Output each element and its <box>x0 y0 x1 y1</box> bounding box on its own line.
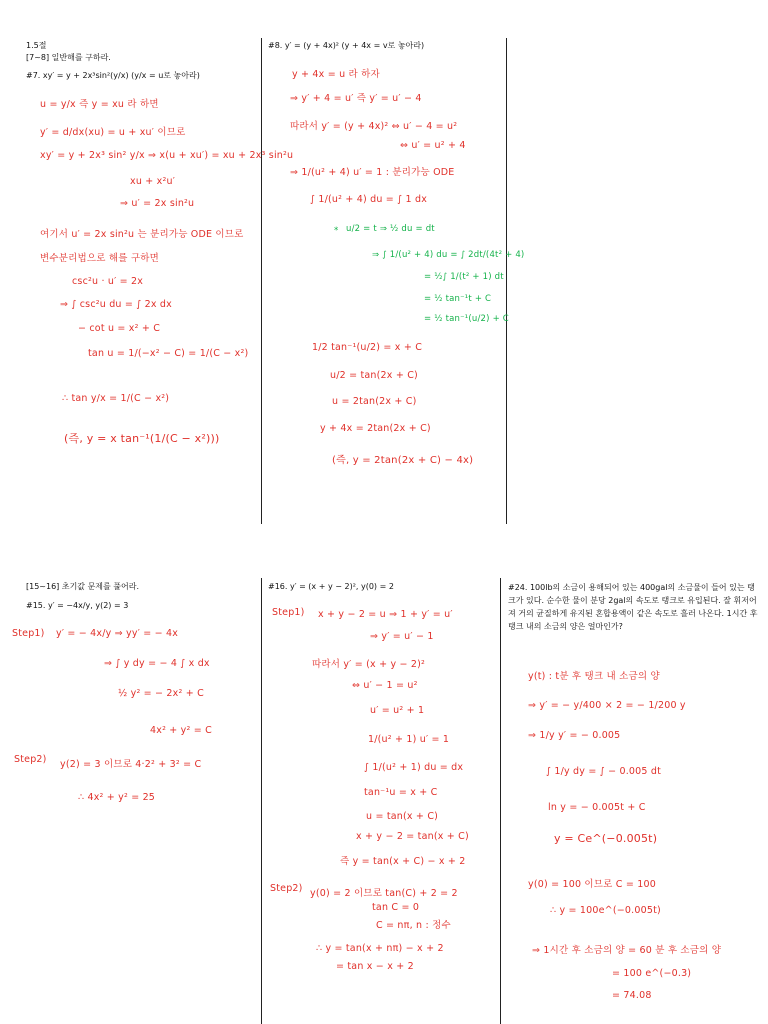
solution-line: ⇒ u′ = 2x sin²u <box>120 198 195 209</box>
solution-line: ⇒ ∫ y dy = − 4 ∫ x dx <box>104 658 210 669</box>
instruction: [7~8] 일반해를 구하라. <box>26 53 111 62</box>
solution-line: y′ = − 4x/y ⇒ yy′ = − 4x <box>56 628 179 639</box>
step-label: Step2) <box>14 754 47 765</box>
solution-line: ∴ y = 100e^(−0.005t) <box>550 905 661 916</box>
solution-line: 1/(u² + 1) u′ = 1 <box>368 734 450 745</box>
step-label: Step1) <box>272 607 305 618</box>
solution-line: xy′ = y + 2x³ sin² y/x ⇒ x(u + xu′) = xu + 2x³ sin²u <box>40 150 294 161</box>
solution-line: − cot u = x² + C <box>78 323 161 334</box>
instruction: [15~16] 초기값 문제를 풀어라. <box>26 582 140 591</box>
step-label: Step1) <box>12 628 45 639</box>
section-number: 1.5절 <box>26 41 47 50</box>
solution-line: ⇒ y′ = u′ − 1 <box>370 631 434 642</box>
column-divider-bottom-1 <box>261 578 262 1024</box>
column-divider-top-1 <box>261 38 262 524</box>
solution-line: ⇒ y′ = − y/400 × 2 = − 1/200 y <box>528 700 686 711</box>
side-note-line: = ½ tan⁻¹t + C <box>424 294 492 304</box>
solution-line: y(t) : t분 후 탱크 내 소금의 양 <box>528 671 660 682</box>
solution-line: ⇔ u′ − 1 = u² <box>352 680 418 691</box>
solution-line: ∴ tan y/x = 1/(C − x²) <box>62 393 170 404</box>
final-answer: (즉, y = x tan⁻¹(1/(C − x²))) <box>64 432 220 445</box>
solution-line: y = Ce^(−0.005t) <box>554 832 658 845</box>
problem-statement: #15. y′ = −4x/y, y(2) = 3 <box>26 601 129 610</box>
solution-line: u = tan(x + C) <box>366 811 439 822</box>
solution-line: ⇒ 1시간 후 소금의 양 = 60 분 후 소금의 양 <box>532 945 722 956</box>
final-answer: ∴ 4x² + y² = 25 <box>78 792 156 803</box>
solution-line: xu + x²u′ <box>130 176 176 187</box>
solution-line: ⇔ u′ = u² + 4 <box>400 140 466 151</box>
solution-line: 4x² + y² = C <box>150 725 212 736</box>
solution-line: y(0) = 100 이므로 C = 100 <box>528 879 656 890</box>
solution-line: tan C = 0 <box>372 902 420 913</box>
solution-line: ½ y² = − 2x² + C <box>118 688 204 699</box>
problem-statement: #7. xy′ = y + 2x³sin²(y/x) (y/x = u로 놓아라) <box>26 71 200 80</box>
solution-line: y(0) = 2 이므로 tan(C) + 2 = 2 <box>310 888 458 899</box>
solution-line: ln y = − 0.005t + C <box>548 802 646 813</box>
problem-statement: #16. y′ = (x + y − 2)², y(0) = 2 <box>268 582 394 591</box>
final-answer: = tan x − x + 2 <box>336 961 414 972</box>
solution-line: csc²u · u′ = 2x <box>72 276 144 287</box>
solution-line: 1/2 tan⁻¹(u/2) = x + C <box>312 342 423 353</box>
side-note-line: ⇒ ∫ 1/(u² + 4) du = ∫ 2dt/(4t² + 4) <box>372 250 525 260</box>
side-note-line: = ½ tan⁻¹(u/2) + C <box>424 314 509 324</box>
solution-line: x + y − 2 = tan(x + C) <box>356 831 469 842</box>
step-label: Step2) <box>270 883 303 894</box>
solution-line: u = y/x 즉 y = xu 라 하면 <box>40 99 159 110</box>
solution-line: ⇒ ∫ csc²u du = ∫ 2x dx <box>60 299 172 310</box>
final-answer: = 74.08 <box>612 990 652 1001</box>
solution-line: u = 2tan(2x + C) <box>332 396 417 407</box>
solution-line: ⇒ 1/y y′ = − 0.005 <box>528 730 621 741</box>
column-divider-bottom-2 <box>500 578 501 1024</box>
solution-line: u/2 = tan(2x + C) <box>330 370 418 381</box>
solution-line: y′ = d/dx(xu) = u + xu′ 이므로 <box>40 127 186 138</box>
solution-line: ∫ 1/y dy = ∫ − 0.005 dt <box>546 766 662 777</box>
solution-line: 따라서 y′ = (y + 4x)² ⇔ u′ − 4 = u² <box>290 121 458 132</box>
problem-statement: #24. 100lb의 소금이 용해되어 있는 400gal의 소금물이 들어 있는 탱크가 있다. 순수한 물이 분당 2gal의 속도로 탱크로 유입된다. 잘 휘저어져 거의 균질하게 유지된 혼합용액이 같은 속도로 흘러 나온다. 1시간 후 탱크 내의 소금의 양은 얼마인가? <box>508 583 758 631</box>
solution-line: y + 4x = u 라 하자 <box>292 69 380 80</box>
solution-line: ⇒ y′ + 4 = u′ 즉 y′ = u′ − 4 <box>290 93 422 104</box>
column-divider-top-2 <box>506 38 507 524</box>
solution-line: 즉 y = tan(x + C) − x + 2 <box>340 856 466 867</box>
solution-line: u′ = u² + 1 <box>370 705 425 716</box>
solution-line: ∫ 1/(u² + 1) du = dx <box>364 762 464 773</box>
solution-line: 변수분리법으로 해를 구하면 <box>40 253 159 264</box>
solution-line: = 100 e^(−0.3) <box>612 968 692 979</box>
solution-line: ⇒ 1/(u² + 4) u′ = 1 : 분리가능 ODE <box>290 167 455 178</box>
solution-line: C = nπ, n : 정수 <box>376 920 451 931</box>
solution-line: 따라서 y′ = (x + y − 2)² <box>312 659 426 670</box>
problem-statement: #8. y′ = (y + 4x)² (y + 4x = v로 놓아라) <box>268 41 425 50</box>
solution-line: tan u = 1/(−x² − C) = 1/(C − x²) <box>88 348 249 359</box>
solution-line: y + 4x = 2tan(2x + C) <box>320 423 431 434</box>
side-note-line: = ½∫ 1/(t² + 1) dt <box>424 272 504 282</box>
solution-line: 여기서 u′ = 2x sin²u 는 분리가능 ODE 이므로 <box>40 229 244 240</box>
solution-line: x + y − 2 = u ⇒ 1 + y′ = u′ <box>318 609 453 620</box>
side-note-line: * <box>334 226 339 236</box>
side-note-line: u/2 = t ⇒ ½ du = dt <box>346 224 435 234</box>
final-answer: (즉, y = 2tan(2x + C) − 4x) <box>332 455 474 466</box>
solution-line: y(2) = 3 이므로 4·2² + 3² = C <box>60 759 202 770</box>
solution-line: tan⁻¹u = x + C <box>364 787 438 798</box>
solution-line: ∫ 1/(u² + 4) du = ∫ 1 dx <box>310 194 428 205</box>
final-answer: ∴ y = tan(x + nπ) − x + 2 <box>316 943 444 954</box>
